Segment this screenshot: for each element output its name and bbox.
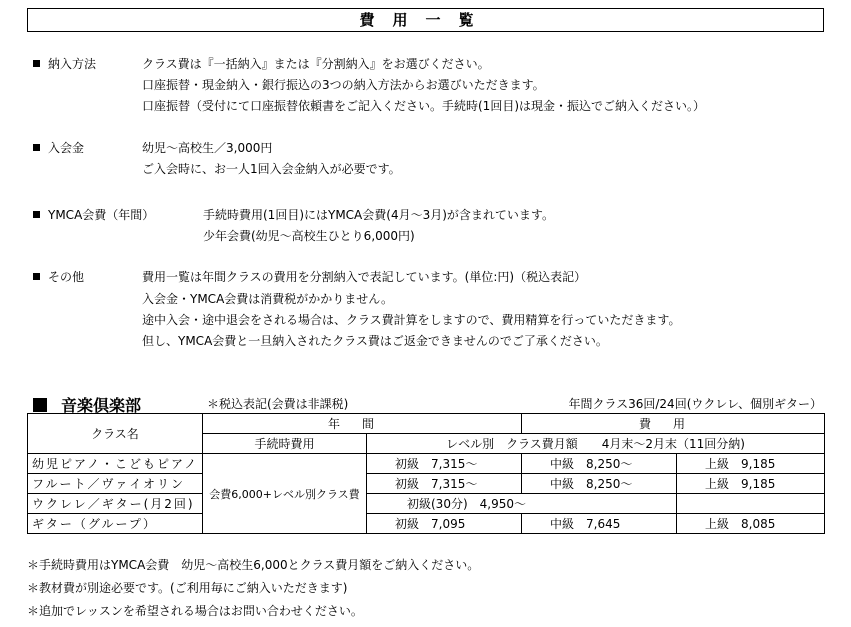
section-other-label: その他 — [33, 268, 84, 285]
bullet-square-icon — [33, 144, 40, 151]
level2-cell: 中級 7,645 — [522, 514, 677, 534]
level3-cell: 上級 9,185 — [677, 474, 825, 494]
level3-cell: 上級 9,185 — [677, 454, 825, 474]
level3-cell: 上級 8,085 — [677, 514, 825, 534]
table-row — [28, 514, 825, 534]
shared-fee-cell: 会費6,000+レベル別クラス費 — [203, 454, 367, 534]
footnote: ＊追加でレッスンを希望される場合はお問い合わせください。 — [27, 604, 363, 618]
level1-cell: 初級 7,095 — [367, 514, 522, 534]
level1-cell: 初級 7,315～ — [367, 454, 522, 474]
other-line: 但し、YMCA会費と一旦納入されたクラス費はご返金できませんのでご了承ください。 — [142, 334, 608, 348]
header-level-fee: レベル別 クラス費月額 4月末～2月末（11回分納) — [367, 434, 825, 454]
class-name-cell: 幼児ピアノ・こどもピアノ — [28, 454, 203, 474]
page-title: 費用一覧 — [27, 8, 824, 32]
section-admission-label: 入会金 — [33, 139, 84, 156]
section-payment-method-label: 納入方法 — [33, 55, 96, 72]
other-line: 途中入会・途中退会をされる場合は、クラス費計算をしますので、費用精算を行っていただきます。 — [142, 313, 681, 327]
header-procedure-fee: 手続時費用 — [203, 434, 367, 454]
class-name-cell: ウクレレ／ギター(月2回) — [28, 494, 203, 514]
header-class-name: クラス名 — [28, 414, 203, 454]
table-row — [28, 454, 825, 474]
bullet-square-icon — [33, 211, 40, 218]
bullet-square-icon — [33, 60, 40, 67]
admission-line: ご入会時に、お一人1回入会金納入が必要です。 — [142, 162, 401, 176]
level2-cell: 中級 8,250～ — [522, 454, 677, 474]
bullet-square-icon — [33, 273, 40, 280]
empty-cell — [677, 494, 825, 514]
footnote: ＊教材費が別途必要です。(ご利用毎にご納入いただきます) — [27, 581, 348, 595]
payment-line: 口座振替・現金納入・銀行振込の3つの納入方法からお選びいただきます。 — [142, 78, 545, 92]
ymca-fee-line: 手続時費用(1回目)にはYMCA会費(4月～3月)が含まれています。 — [203, 208, 554, 222]
table-row — [28, 494, 825, 514]
class-name-cell: フルート／ヴァイオリン — [28, 474, 203, 494]
annual-note: 年間クラス36回/24回(ウクレレ、個別ギター） — [568, 397, 822, 411]
bullet-square-icon — [33, 398, 47, 412]
music-club-heading: 音楽倶楽部 — [33, 393, 141, 416]
header-annual: 年間 — [203, 414, 522, 434]
other-line: 入会金・YMCA会費は消費税がかかりません。 — [142, 292, 393, 306]
tax-note: ＊税込表記(会費は非課税) — [207, 397, 349, 411]
fee-table — [27, 413, 825, 534]
class-name-cell: ギター（グループ） — [28, 514, 203, 534]
footnote: ＊手続時費用はYMCA会費 幼児～高校生6,000とクラス費月額をご納入ください。 — [27, 558, 480, 572]
payment-line: 口座振替（受付にて口座振替依頼書をご記入ください。手続時(1回目)は現金・振込でご納入ください。） — [142, 99, 706, 113]
level1-cell: 初級 7,315～ — [367, 474, 522, 494]
header-fee: 費用 — [522, 414, 825, 434]
payment-line: クラス費は『一括納入』または『分割納入』をお選びください。 — [142, 57, 490, 71]
table-header-row — [28, 414, 825, 434]
table-row — [28, 474, 825, 494]
admission-line: 幼児～高校生／3,000円 — [142, 141, 273, 155]
level2-cell: 中級 8,250～ — [522, 474, 677, 494]
section-ymca-fee-label: YMCA会費（年間） — [33, 206, 154, 223]
ymca-fee-line: 少年会費(幼児～高校生ひとり6,000円) — [203, 229, 415, 243]
level1-cell: 初級(30分) 4,950～ — [367, 494, 677, 514]
other-line: 費用一覧は年間クラスの費用を分割納入で表記しています。(単位:円)（税込表記） — [142, 270, 587, 284]
